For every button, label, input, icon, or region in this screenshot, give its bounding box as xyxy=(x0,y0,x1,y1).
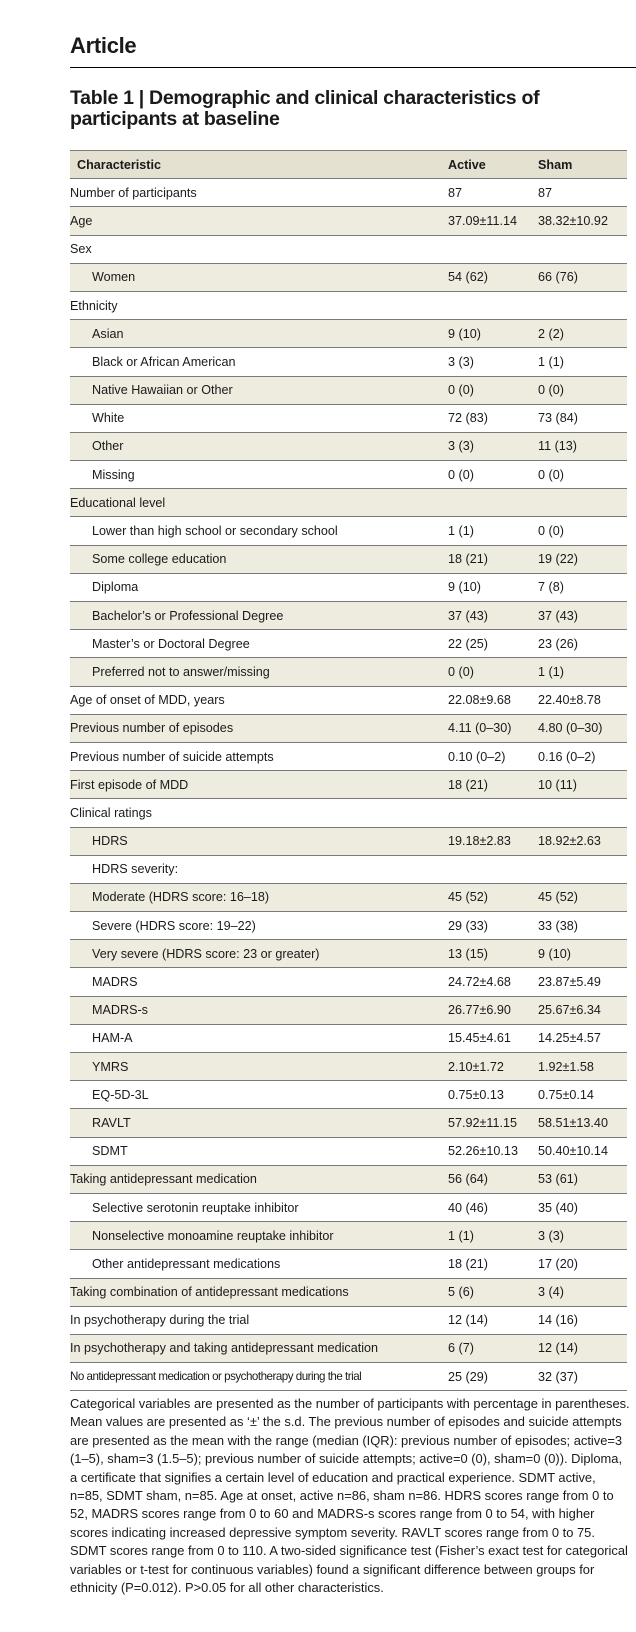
row-label: Clinical ratings xyxy=(70,799,448,827)
row-label: Age of onset of MDD, years xyxy=(70,686,448,714)
table-row xyxy=(70,235,627,263)
row-sham-value: 11 (13) xyxy=(538,432,627,460)
header-active: Active xyxy=(448,151,538,179)
row-label: White xyxy=(70,404,448,432)
row-active-value xyxy=(448,291,538,319)
row-sham-value: 0 (0) xyxy=(538,376,627,404)
table-row xyxy=(70,714,627,742)
row-active-value: 9 (10) xyxy=(448,320,538,348)
row-active-value: 54 (62) xyxy=(448,263,538,291)
footnote-text: Categorical variables are presented as the number of participants with percentage in parentheses. Mean values are presented as ‘±’ the s.d. The previous number of episodes and suicide attempts are presented as the mean with the range (median (IQR): previous number of episodes; active=3 (1–5), sham=3 (1.5–5); previous number of suicide attempts; active=0 (0), sham=0 (0)). Diploma, a certificate that signifies a certain level of education and practical experience. SDMT active, n=85, SDMT sham, n=85. Age at onset, active n=86, sham n=86. HDRS scores range from 0 to 52, MADRS scores range from 0 to 60 and MADRS-s scores range from 0 to 54, with higher scores indicating increased depressive symptom severity. RAVLT scores range from 0 to 75. SDMT scores range from 0 to 110. A two-sided significance test (Fisher’s exact test for categorical variables or t-test for continuous variables) found a significant difference between groups for ethnicity (P=0.012). P>0.05 for all other characteristics. xyxy=(70,1396,630,1596)
row-sham-value: 3 (4) xyxy=(538,1278,627,1306)
row-sham-value: 0.75±0.14 xyxy=(538,1081,627,1109)
table-row xyxy=(70,1081,627,1109)
row-active-value: 25 (29) xyxy=(448,1363,538,1391)
row-sham-value: 37 (43) xyxy=(538,602,627,630)
table-row xyxy=(70,573,627,601)
row-active-value: 12 (14) xyxy=(448,1306,538,1334)
row-label: In psychotherapy during the trial xyxy=(70,1306,448,1334)
row-active-value: 15.45±4.61 xyxy=(448,1024,538,1052)
header-sham: Sham xyxy=(538,151,627,179)
row-sham-value xyxy=(538,855,627,883)
table-title: Table 1 | Demographic and clinical characteristics of participants at baseline xyxy=(70,87,540,130)
row-active-value: 3 (3) xyxy=(448,432,538,460)
row-active-value xyxy=(448,855,538,883)
table-row xyxy=(70,827,627,855)
row-label: Master’s or Doctoral Degree xyxy=(70,630,448,658)
row-label: HAM-A xyxy=(70,1024,448,1052)
row-label: Some college education xyxy=(70,545,448,573)
row-label: Preferred not to answer/missing xyxy=(70,658,448,686)
row-label: Severe (HDRS score: 19–22) xyxy=(70,912,448,940)
table-row xyxy=(70,517,627,545)
row-active-value: 45 (52) xyxy=(448,883,538,911)
row-label: First episode of MDD xyxy=(70,771,448,799)
row-sham-value: 7 (8) xyxy=(538,573,627,601)
table-row xyxy=(70,1222,627,1250)
row-sham-value: 32 (37) xyxy=(538,1363,627,1391)
row-label: Very severe (HDRS score: 23 or greater) xyxy=(70,940,448,968)
row-sham-value xyxy=(538,799,627,827)
row-label: Educational level xyxy=(70,489,448,517)
table-row xyxy=(70,179,627,207)
row-label: Nonselective monoamine reuptake inhibitor xyxy=(70,1222,448,1250)
row-label: YMRS xyxy=(70,1053,448,1081)
row-sham-value: 87 xyxy=(538,179,627,207)
row-label: Diploma xyxy=(70,573,448,601)
row-sham-value: 25.67±6.34 xyxy=(538,996,627,1024)
row-active-value: 72 (83) xyxy=(448,404,538,432)
row-active-value: 0 (0) xyxy=(448,658,538,686)
table-row xyxy=(70,658,627,686)
row-label: Lower than high school or secondary school xyxy=(70,517,448,545)
row-label: Asian xyxy=(70,320,448,348)
row-sham-value: 10 (11) xyxy=(538,771,627,799)
row-active-value: 52.26±10.13 xyxy=(448,1137,538,1165)
row-active-value: 29 (33) xyxy=(448,912,538,940)
row-sham-value: 23 (26) xyxy=(538,630,627,658)
table-row xyxy=(70,912,627,940)
row-label: SDMT xyxy=(70,1137,448,1165)
row-active-value: 0 (0) xyxy=(448,461,538,489)
row-label: Black or African American xyxy=(70,348,448,376)
table-row xyxy=(70,1334,627,1362)
row-active-value: 0.75±0.13 xyxy=(448,1081,538,1109)
table-footnote xyxy=(70,1395,630,1597)
row-sham-value: 3 (3) xyxy=(538,1222,627,1250)
row-label: HDRS xyxy=(70,827,448,855)
table-row xyxy=(70,996,627,1024)
row-active-value: 56 (64) xyxy=(448,1165,538,1193)
row-sham-value: 1 (1) xyxy=(538,658,627,686)
row-sham-value: 0 (0) xyxy=(538,461,627,489)
row-active-value: 40 (46) xyxy=(448,1193,538,1221)
row-active-value: 0.10 (0–2) xyxy=(448,742,538,770)
table-row xyxy=(70,630,627,658)
row-label: Moderate (HDRS score: 16–18) xyxy=(70,883,448,911)
row-sham-value: 14.25±4.57 xyxy=(538,1024,627,1052)
table-body xyxy=(70,179,627,1391)
table-header-row xyxy=(70,151,627,179)
row-sham-value: 35 (40) xyxy=(538,1193,627,1221)
row-active-value xyxy=(448,235,538,263)
row-label: Women xyxy=(70,263,448,291)
row-active-value xyxy=(448,489,538,517)
table-row xyxy=(70,376,627,404)
row-sham-value: 19 (22) xyxy=(538,545,627,573)
row-label: Taking combination of antidepressant medications xyxy=(70,1278,448,1306)
table-row xyxy=(70,461,627,489)
row-active-value xyxy=(448,799,538,827)
row-active-value: 1 (1) xyxy=(448,1222,538,1250)
characteristics-table xyxy=(70,150,627,1391)
row-label: Number of participants xyxy=(70,179,448,207)
table-row xyxy=(70,348,627,376)
table-row xyxy=(70,1109,627,1137)
row-label: Other antidepressant medications xyxy=(70,1250,448,1278)
row-label: Missing xyxy=(70,461,448,489)
row-sham-value: 58.51±13.40 xyxy=(538,1109,627,1137)
row-sham-value xyxy=(538,235,627,263)
table-row xyxy=(70,545,627,573)
table-row xyxy=(70,771,627,799)
row-sham-value xyxy=(538,291,627,319)
row-active-value: 5 (6) xyxy=(448,1278,538,1306)
table-row xyxy=(70,1024,627,1052)
row-active-value: 22.08±9.68 xyxy=(448,686,538,714)
row-sham-value xyxy=(538,489,627,517)
row-active-value: 0 (0) xyxy=(448,376,538,404)
row-label: MADRS xyxy=(70,968,448,996)
row-sham-value: 22.40±8.78 xyxy=(538,686,627,714)
row-active-value: 19.18±2.83 xyxy=(448,827,538,855)
row-active-value: 22 (25) xyxy=(448,630,538,658)
table-row xyxy=(70,1306,627,1334)
row-active-value: 2.10±1.72 xyxy=(448,1053,538,1081)
table-row xyxy=(70,799,627,827)
row-sham-value: 0 (0) xyxy=(538,517,627,545)
table-row xyxy=(70,1053,627,1081)
row-active-value: 18 (21) xyxy=(448,1250,538,1278)
row-label: EQ-5D-3L xyxy=(70,1081,448,1109)
table-row xyxy=(70,1137,627,1165)
table-row xyxy=(70,1363,627,1391)
row-sham-value: 9 (10) xyxy=(538,940,627,968)
row-label: RAVLT xyxy=(70,1109,448,1137)
row-sham-value: 18.92±2.63 xyxy=(538,827,627,855)
table-row xyxy=(70,1250,627,1278)
row-label: Bachelor’s or Professional Degree xyxy=(70,602,448,630)
row-sham-value: 33 (38) xyxy=(538,912,627,940)
row-label: Age xyxy=(70,207,448,235)
row-label: HDRS severity: xyxy=(70,855,448,883)
table-row xyxy=(70,432,627,460)
row-sham-value: 2 (2) xyxy=(538,320,627,348)
table-row xyxy=(70,855,627,883)
row-sham-value: 12 (14) xyxy=(538,1334,627,1362)
row-sham-value: 23.87±5.49 xyxy=(538,968,627,996)
row-sham-value: 53 (61) xyxy=(538,1165,627,1193)
row-sham-value: 73 (84) xyxy=(538,404,627,432)
row-sham-value: 0.16 (0–2) xyxy=(538,742,627,770)
row-active-value: 1 (1) xyxy=(448,517,538,545)
row-label: Ethnicity xyxy=(70,291,448,319)
row-label: Previous number of suicide attempts xyxy=(70,742,448,770)
article-section-label: Article xyxy=(70,33,137,58)
header-rule xyxy=(70,67,636,68)
row-active-value: 37 (43) xyxy=(448,602,538,630)
table-row xyxy=(70,742,627,770)
row-active-value: 18 (21) xyxy=(448,545,538,573)
row-label: Selective serotonin reuptake inhibitor xyxy=(70,1193,448,1221)
table-row xyxy=(70,968,627,996)
row-sham-value: 14 (16) xyxy=(538,1306,627,1334)
row-active-value: 18 (21) xyxy=(448,771,538,799)
row-active-value: 3 (3) xyxy=(448,348,538,376)
row-active-value: 6 (7) xyxy=(448,1334,538,1362)
row-label: MADRS-s xyxy=(70,996,448,1024)
row-active-value: 24.72±4.68 xyxy=(448,968,538,996)
table-row xyxy=(70,291,627,319)
row-active-value: 87 xyxy=(448,179,538,207)
table-row xyxy=(70,883,627,911)
table-row xyxy=(70,263,627,291)
row-sham-value: 1 (1) xyxy=(538,348,627,376)
row-label: Sex xyxy=(70,235,448,263)
row-active-value: 4.11 (0–30) xyxy=(448,714,538,742)
row-label: Taking antidepressant medication xyxy=(70,1165,448,1193)
table-row xyxy=(70,1165,627,1193)
row-sham-value: 50.40±10.14 xyxy=(538,1137,627,1165)
row-sham-value: 4.80 (0–30) xyxy=(538,714,627,742)
row-label: Native Hawaiian or Other xyxy=(70,376,448,404)
header-characteristic: Characteristic xyxy=(70,151,448,179)
row-sham-value: 66 (76) xyxy=(538,263,627,291)
table-row xyxy=(70,207,627,235)
row-label: Other xyxy=(70,432,448,460)
table-row xyxy=(70,1278,627,1306)
table-row xyxy=(70,404,627,432)
row-sham-value: 45 (52) xyxy=(538,883,627,911)
row-sham-value: 38.32±10.92 xyxy=(538,207,627,235)
row-sham-value: 1.92±1.58 xyxy=(538,1053,627,1081)
row-label: No antidepressant medication or psychotherapy during the trial xyxy=(70,1363,448,1391)
row-label: Previous number of episodes xyxy=(70,714,448,742)
row-active-value: 57.92±11.15 xyxy=(448,1109,538,1137)
row-sham-value: 17 (20) xyxy=(538,1250,627,1278)
row-active-value: 37.09±11.14 xyxy=(448,207,538,235)
table-row xyxy=(70,686,627,714)
table-row xyxy=(70,602,627,630)
row-active-value: 13 (15) xyxy=(448,940,538,968)
table-row xyxy=(70,940,627,968)
table-row xyxy=(70,320,627,348)
table-row xyxy=(70,1193,627,1221)
table-row xyxy=(70,489,627,517)
row-active-value: 9 (10) xyxy=(448,573,538,601)
row-label: In psychotherapy and taking antidepressant medication xyxy=(70,1334,448,1362)
row-active-value: 26.77±6.90 xyxy=(448,996,538,1024)
